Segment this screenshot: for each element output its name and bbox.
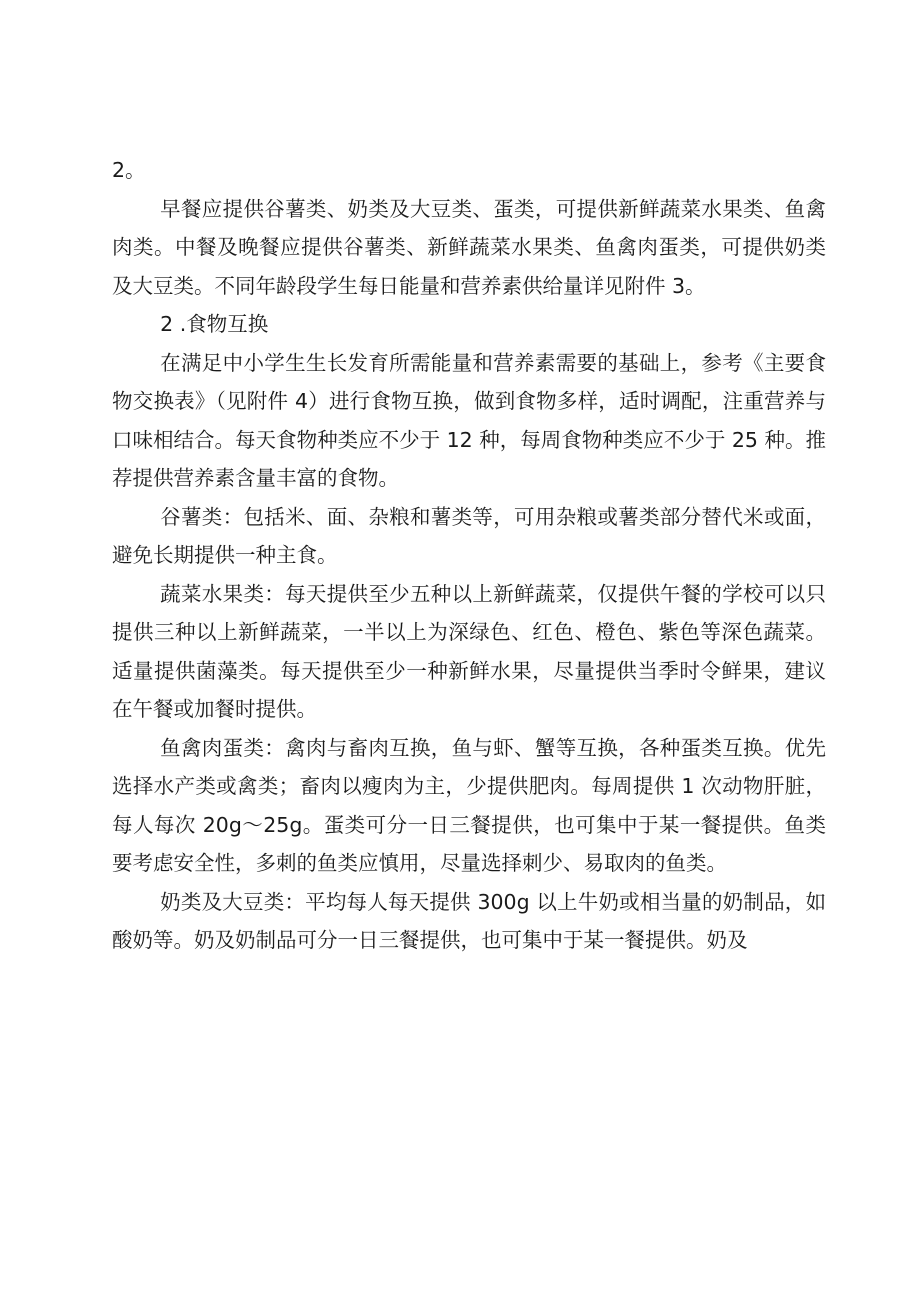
paragraph-meal-requirements: 早餐应提供谷薯类、奶类及大豆类、蛋类，可提供新鲜蔬菜水果类、鱼禽肉类。中餐及晚餐应提供谷薯类、新鲜蔬菜水果类、鱼禽肉蛋类，可提供奶类及大豆类。不同年龄段学生每日能量和营养素供给量详见附件 3。 — [112, 196, 826, 298]
paragraph-grains-tubers: 谷薯类：包括米、面、杂粮和薯类等，可用杂粮或薯类部分替代米或面，避免长期提供一种主食。 — [112, 504, 826, 567]
document-body — [112, 151, 826, 960]
paragraph-fish-poultry-meat-eggs: 鱼禽肉蛋类：禽肉与畜肉互换，鱼与虾、蟹等互换，各种蛋类互换。优先选择水产类或禽类；畜肉以瘦肉为主，少提供肥肉。每周提供 1 次动物肝脏，每人每次 20g～25g。蛋类可分一日三餐提供，也可集中于某一餐提供。鱼类要考虑安全性，多刺的鱼类应慎用，尽量选择刺少、易取肉的鱼类。 — [112, 735, 826, 875]
paragraph-continuation: 2。 — [112, 158, 146, 182]
paragraph-food-exchange-intro: 在满足中小学生生长发育所需能量和营养素需要的基础上，参考《主要食物交换表》（见附件 4）进行食物互换，做到食物多样，适时调配，注重营养与口味相结合。每天食物种类应不少于 12 种，每周食物种类应不少于 25 种。推荐提供营养素含量丰富的食物。 — [112, 350, 826, 490]
section-heading-food-exchange: 2 .食物互换 — [160, 312, 269, 336]
paragraph-dairy-soybeans: 奶类及大豆类：平均每人每天提供 300g 以上牛奶或相当量的奶制品，如酸奶等。奶及奶制品可分一日三餐提供，也可集中于某一餐提供。奶及 — [112, 889, 826, 952]
paragraph-vegetables-fruits: 蔬菜水果类：每天提供至少五种以上新鲜蔬菜，仅提供午餐的学校可以只提供三种以上新鲜蔬菜，一半以上为深绿色、红色、橙色、紫色等深色蔬菜。适量提供菌藻类。每天提供至少一种新鲜水果，尽量提供当季时令鲜果，建议在午餐或加餐时提供。 — [112, 581, 826, 721]
